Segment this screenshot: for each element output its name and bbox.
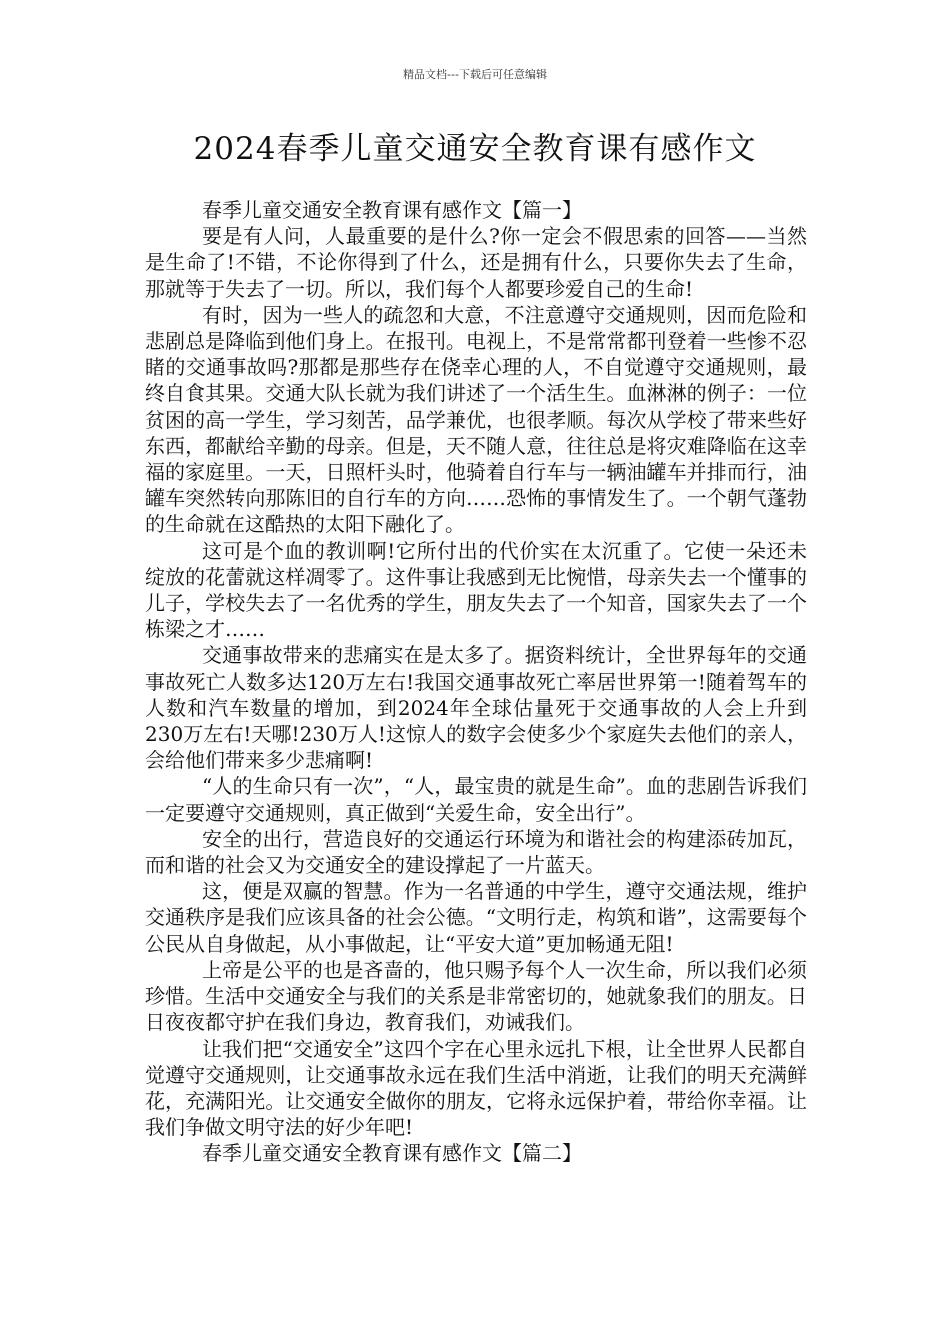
paragraph: 要是有人问，人最重要的是什么?你一定会不假思索的回答——当然是生命了!不错，不论你得到了什么，还是拥有什么，只要你失去了生命，那就等于失去了一切。所以，我们每个人都要珍爱自己的生命! bbox=[145, 224, 807, 301]
document-title: 2024春季儿童交通安全教育课有感作文 bbox=[193, 131, 757, 167]
paragraph: 交通事故带来的悲痛实在是太多了。据资料统计，全世界每年的交通事故死亡人数多达120万左右!我国交通事故死亡率居世界第一!随着驾车的人数和汽车数量的增加，到2024年全球估量死于交通事故的人会上升到230万左右!天哪!230万人!这惊人的数字会使多少个家庭失去他们的亲人，会给他们带来多少悲痛啊! bbox=[145, 643, 807, 773]
document-body bbox=[145, 197, 807, 1167]
paragraph: 上帝是公平的也是吝啬的，他只赐予每个人一次生命，所以我们必须珍惜。生活中交通安全与我们的关系是非常密切的，她就象我们的朋友。日日夜夜都守护在我们身边，教育我们，劝诫我们。 bbox=[145, 957, 807, 1035]
paragraph: 这可是个血的教训啊!它所付出的代价实在太沉重了。它使一朵还未绽放的花蕾就这样凋零了。这件事让我感到无比惋惜，母亲失去一个懂事的儿子，学校失去了一名优秀的学生，朋友失去了一个知音，国家失去了一个栋梁之才…… bbox=[145, 538, 807, 642]
section-heading-2: 春季儿童交通安全教育课有感作文【篇二】 bbox=[202, 1141, 582, 1166]
paragraph: 有时，因为一些人的疏忽和大意，不注意遵守交通规则，因而危险和悲剧总是降临到他们身上。在报刊。电视上，不是常常都刊登着一些惨不忍睹的交通事故吗?那都是那些存在侥幸心理的人，不自觉遵守交通规则，最终自食其果。交通大队长就为我们讲述了一个活生生。血淋淋的例子：一位贫困的高一学生，学习刻苦，品学兼优，也很孝顺。每次从学校了带来些好东西，都献给辛勤的母亲。但是，天不随人意，往往总是将灾难降临在这幸福的家庭里。一天，日照杆头时，他骑着自行车与一辆油罐车并排而行，油罐车突然转向那陈旧的自行车的方向……恐怖的事情发生了。一个朝气蓬勃的生命就在这酷热的太阳下融化了。 bbox=[145, 302, 807, 537]
paragraph: 让我们把“交通安全”这四个字在心里永远扎下根，让全世界人民都自觉遵守交通规则，让交通事故永远在我们生活中消逝，让我们的明天充满鲜花，充满阳光。让交通安全做你的朋友，它将永远保护着，带给你幸福。让我们争做文明守法的好少年吧! bbox=[145, 1036, 807, 1140]
paragraph: 安全的出行，营造良好的交通运行环境为和谐社会的构建添砖加瓦，而和谐的社会又为交通安全的建设撑起了一片蓝天。 bbox=[145, 826, 807, 878]
section-heading-1: 春季儿童交通安全教育课有感作文【篇一】 bbox=[202, 198, 582, 222]
paragraph: 这，便是双赢的智慧。作为一名普通的中学生，遵守交通法规，维护交通秩序是我们应该具备的社会公德。“文明行走，构筑和谐”，这需要每个公民从自身做起，从小事做起，让“平安大道”更加畅通无阻! bbox=[145, 879, 807, 956]
paragraph: “人的生命只有一次”，“人，最宝贵的就是生命”。血的悲剧告诉我们一定要遵守交通规则，真正做到“关爱生命，安全出行”。 bbox=[145, 774, 807, 825]
header-note: 精品文档---下载后可任意编辑 bbox=[403, 68, 547, 81]
